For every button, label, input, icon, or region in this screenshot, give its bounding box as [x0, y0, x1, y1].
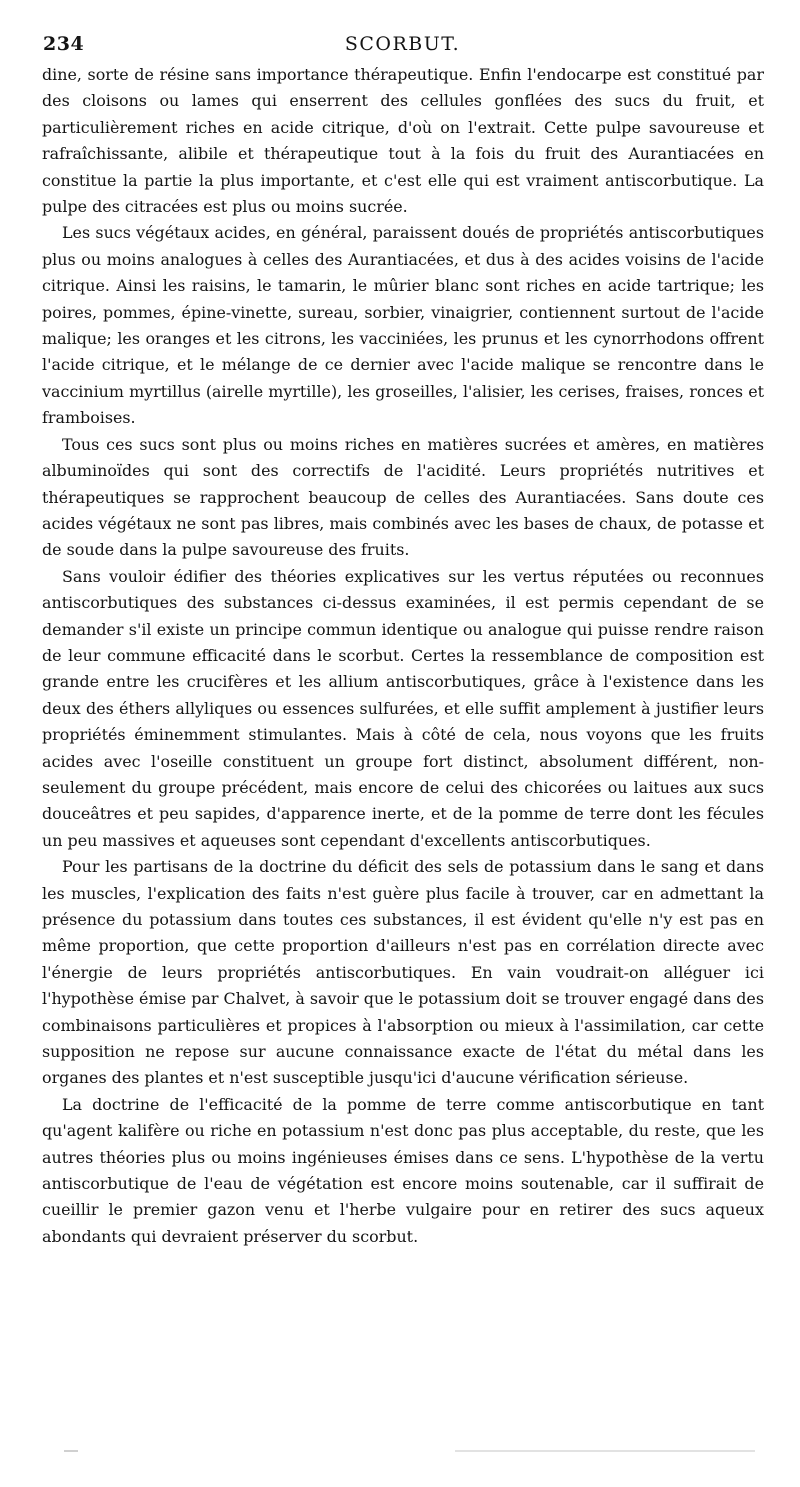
paragraph-potato-doctrine: La doctrine de l'efficacité de la pomme de terre comme antiscorbutique en tant qu'agent kalifère ou riche en potassium n'est donc pas plus acceptable, du reste, que les autres théories plus ou moins ingénieuses émises dans ce sens. L'hypothèse de la vertu antiscorbutique de l'eau de végétation est encore moins soutenable, car il suffirait de cueillir le premier gazon venu et l'herbe vulgaire pour en retirer des sucs aqueux abondants qui devraient préserver du scorbut.: [42, 1094, 764, 1246]
paragraph-continuation: dine, sorte de résine sans importance thérapeutique. Enfin l'endocarpe est constitué par des cloisons ou lames qui enserrent des cellules gonflées des sucs du fruit, et particulièrement riches en acide citrique, d'où on l'extrait. Cette pulpe savoureuse et rafraîchissante, alibile et thérapeutique tout à la fois du fruit des Aurantiacées en constitue la partie la plus importante, et c'est elle qui est vraiment antiscorbutique. La pulpe des citracées est plus ou moins sucrée.: [42, 65, 764, 217]
paragraph-potassium-doctrine: Pour les partisans de la doctrine du déficit des sels de potassium dans le sang et dans les muscles, l'explication des faits n'est guère plus facile à trouver, car en admettant la présence du potassium dans toutes ces substances, il est évident qu'elle n'y est pas en même proportion, que cette proportion d'ailleurs n'est pas en corrélation directe avec l'énergie de leurs propriétés antiscorbutiques. En vain voudrait-on alléguer ici l'hypothèse émise par Chalvet, à savoir que le potassium doit se trouver engagé dans des combinaisons particulières et propices à l'absorption ou mieux à l'assimilation, car cette supposition ne repose sur aucune connaissance exacte de l'état du métal dans les organes des plantes et n'est susceptible jusqu'ici d'aucune vérification sérieuse.: [42, 857, 764, 1088]
bottom-rule-right: [455, 1450, 755, 1452]
page-header: [40, 30, 765, 58]
paragraph-common-principle: Sans vouloir édifier des théories explicatives sur les vertus réputées ou reconnues antiscorbutiques des substances ci-dessus examinées, il est permis cependant de se demander s'il existe un principe commun identique ou analogue qui puisse rendre raison de leur commune efficacité dans le scorbut. Certes la ressemblance de composition est grande entre les crucifères et les allium antiscorbutiques, grâce à l'existence dans les deux des éthers allyliques ou essences sulfurées, et elle suffit amplement à justifier leurs propriétés éminemment stimulantes. Mais à côté de cela, nous voyons que les fruits acides avec l'oseille constituent un groupe fort distinct, absolument différent, non-seulement du groupe précédent, mais encore de celui des chicorées ou laitues aux sucs douceâtres et peu sapides, d'apparence inerte, et de la pomme de terre dont les fécules un peu massives et aqueuses sont cependant d'excellents antiscorbutiques.: [42, 566, 764, 850]
running-title: SCORBUT.: [344, 33, 461, 55]
paragraph-vegetable-acids: Les sucs végétaux acides, en général, paraissent doués de propriétés antiscorbutiques plus ou moins analogues à celles des Aurantiacées, et dus à des acides voisins de l'acide citrique. Ainsi les raisins, le tamarin, le mûrier blanc sont riches en acide tartrique; les poires, pommes, épine-vinette, sureau, sorbier, vinaigrier, contiennent surtout de l'acide malique; les oranges et les citrons, les vacciniées, les prunus et les cynorrhodons offrent l'acide citrique, et le mélange de ce dernier avec l'acide malique se rencontre dans le vaccinium myrtillus (airelle myrtille), les groseilles, l'alisier, les cerises, fraises, ronces et framboises.: [42, 223, 764, 428]
paragraph-sugars: Tous ces sucs sont plus ou moins riches en matières sucrées et amères, en matières albuminoïdes qui sont des correctifs de l'acidité. Leurs propriétés nutritives et thérapeutiques se rapprochent beaucoup de celles des Aurantiacées. Sans doute ces acides végétaux ne sont pas libres, mais combinés avec les bases de chaux, de potasse et de soude dans la pulpe savoureuse des fruits.: [42, 434, 764, 560]
bottom-rule-left: [64, 1450, 78, 1452]
page-number: 234: [43, 33, 85, 55]
body-text: [42, 62, 764, 1250]
